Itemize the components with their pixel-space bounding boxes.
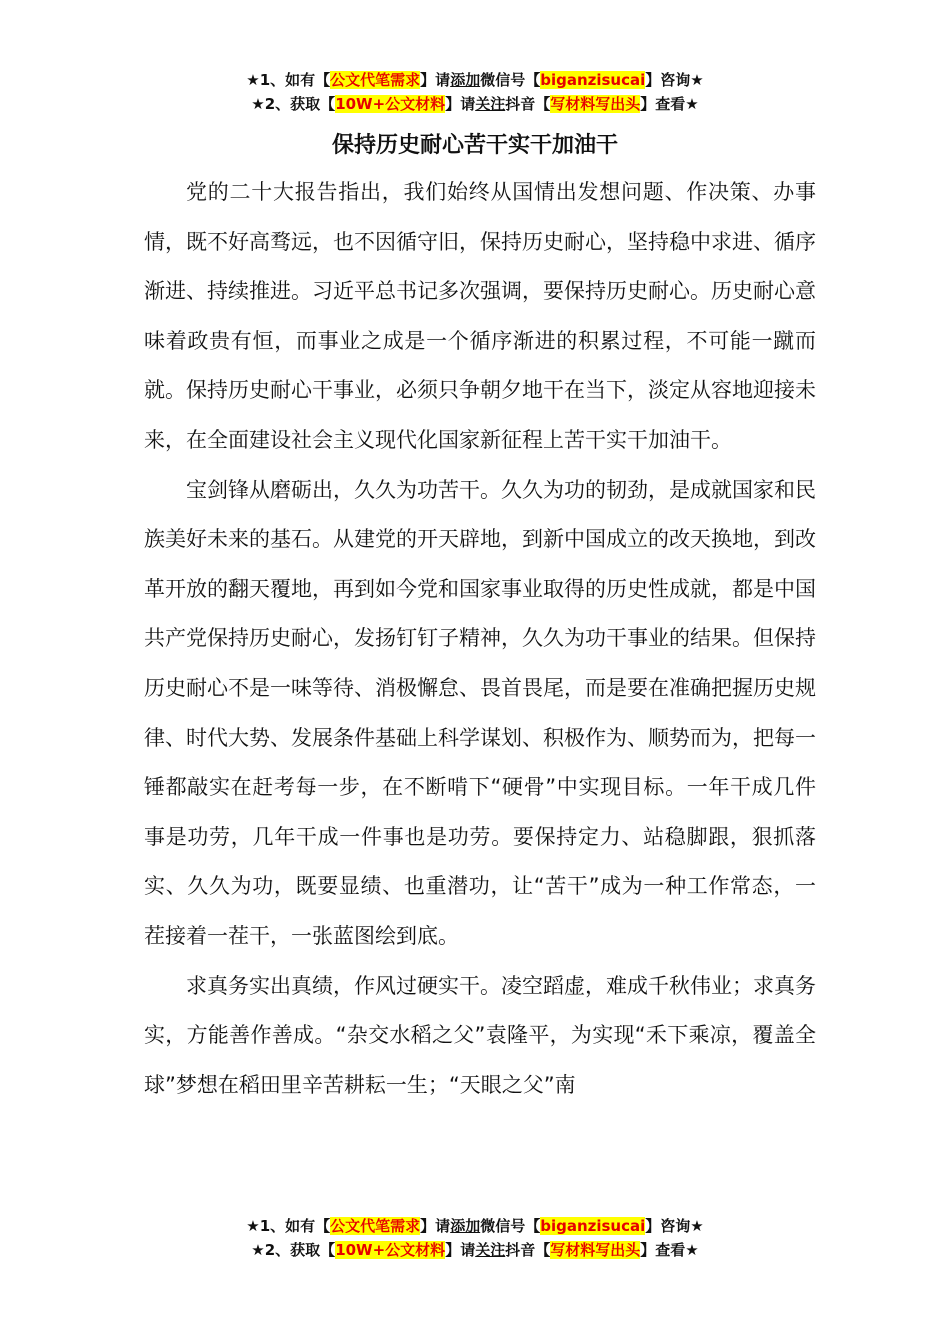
banner-text: 抖音【 xyxy=(505,95,551,113)
banner-line-1 xyxy=(0,1214,950,1238)
banner-highlight: 写材料写出头 xyxy=(550,1241,641,1259)
banner-highlight: 10W+公文材料 xyxy=(335,1241,446,1259)
banner-text: 】请 xyxy=(445,95,476,113)
banner-line-1 xyxy=(0,68,950,92)
banner-text: 】请 xyxy=(420,1217,451,1235)
document-title: 保持历史耐心苦干实干加油干 xyxy=(331,133,618,158)
banner-text: 】咨询★ xyxy=(645,71,704,89)
banner-text: 】查看★ xyxy=(640,95,699,113)
banner-text: 抖音【 xyxy=(505,1241,551,1259)
bottom-banner xyxy=(0,1214,950,1262)
banner-highlight: 10W+公文材料 xyxy=(335,95,446,113)
banner-highlight: biganzisucai xyxy=(540,71,646,89)
banner-underline: 添加 xyxy=(450,1217,481,1235)
banner-text: 】请 xyxy=(445,1241,476,1259)
paragraph: 党的二十大报告指出，我们始终从国情出发想问题、作决策、办事情，既不好高骛远，也不因循守旧，保持历史耐心，坚持稳中求进、循序渐进、持续推进。习近平总书记多次强调，要保持历史耐心。历史耐心意味着政贵有恒，而事业之成是一个循序渐进的积累过程，不可能一蹴而就。保持历史耐心干事业，必须只争朝夕地干在当下，淡定从容地迎接未来，在全面建设社会主义现代化国家新征程上苦干实干加油干。 xyxy=(144,180,816,452)
banner-text: ★1、如有【 xyxy=(246,1217,331,1235)
banner-text: ★2、获取【 xyxy=(251,95,336,113)
banner-highlight: biganzisucai xyxy=(540,1217,646,1235)
paragraph: 求真务实出真绩，作风过硬实干。凌空蹈虚，难成千秋伟业；求真务实，方能善作善成。“杂交水稻之父”袁隆平，为实现“禾下乘凉，覆盖全球”梦想在稻田里辛苦耕耘一生；“天眼之父”南 xyxy=(144,973,816,1097)
banner-text: ★2、获取【 xyxy=(251,1241,336,1259)
banner-text: 】咨询★ xyxy=(645,1217,704,1235)
banner-text: ★1、如有【 xyxy=(246,71,331,89)
banner-underline: 关注 xyxy=(475,1241,506,1259)
paragraph: 宝剑锋从磨砺出，久久为功苦干。久久为功的韧劲，是成就国家和民族美好未来的基石。从建党的开天辟地，到新中国成立的改天换地，到改革开放的翻天覆地，再到如今党和国家事业取得的历史性成就，都是中国共产党保持历史耐心，发扬钉钉子精神，久久为功干事业的结果。但保持历史耐心不是一味等待、消极懈怠、畏首畏尾，而是要在准确把握历史规律、时代大势、发展条件基础上科学谋划、积极作为、顺势而为，把每一锤都敲实在赶考每一步，在不断啃下“硬骨”中实现目标。一年干成几件事是功劳，几年干成一件事也是功劳。要保持定力、站稳脚跟，狠抓落实、久久为功，既要显绩、也重潜功，让“苦干”成为一种工作常态，一茬接着一茬干，一张蓝图绘到底。 xyxy=(144,477,816,948)
banner-text: 】请 xyxy=(420,71,451,89)
top-banner xyxy=(0,68,950,116)
banner-highlight: 公文代笔需求 xyxy=(330,71,421,89)
banner-text: 微信号【 xyxy=(480,1217,541,1235)
banner-highlight: 写材料写出头 xyxy=(550,95,641,113)
banner-highlight: 公文代笔需求 xyxy=(330,1217,421,1235)
banner-text: 】查看★ xyxy=(640,1241,699,1259)
banner-line-2 xyxy=(0,92,950,116)
banner-line-2 xyxy=(0,1238,950,1262)
banner-underline: 添加 xyxy=(450,71,481,89)
banner-underline: 关注 xyxy=(475,95,506,113)
banner-text: 微信号【 xyxy=(480,71,541,89)
document-body xyxy=(144,168,816,1110)
